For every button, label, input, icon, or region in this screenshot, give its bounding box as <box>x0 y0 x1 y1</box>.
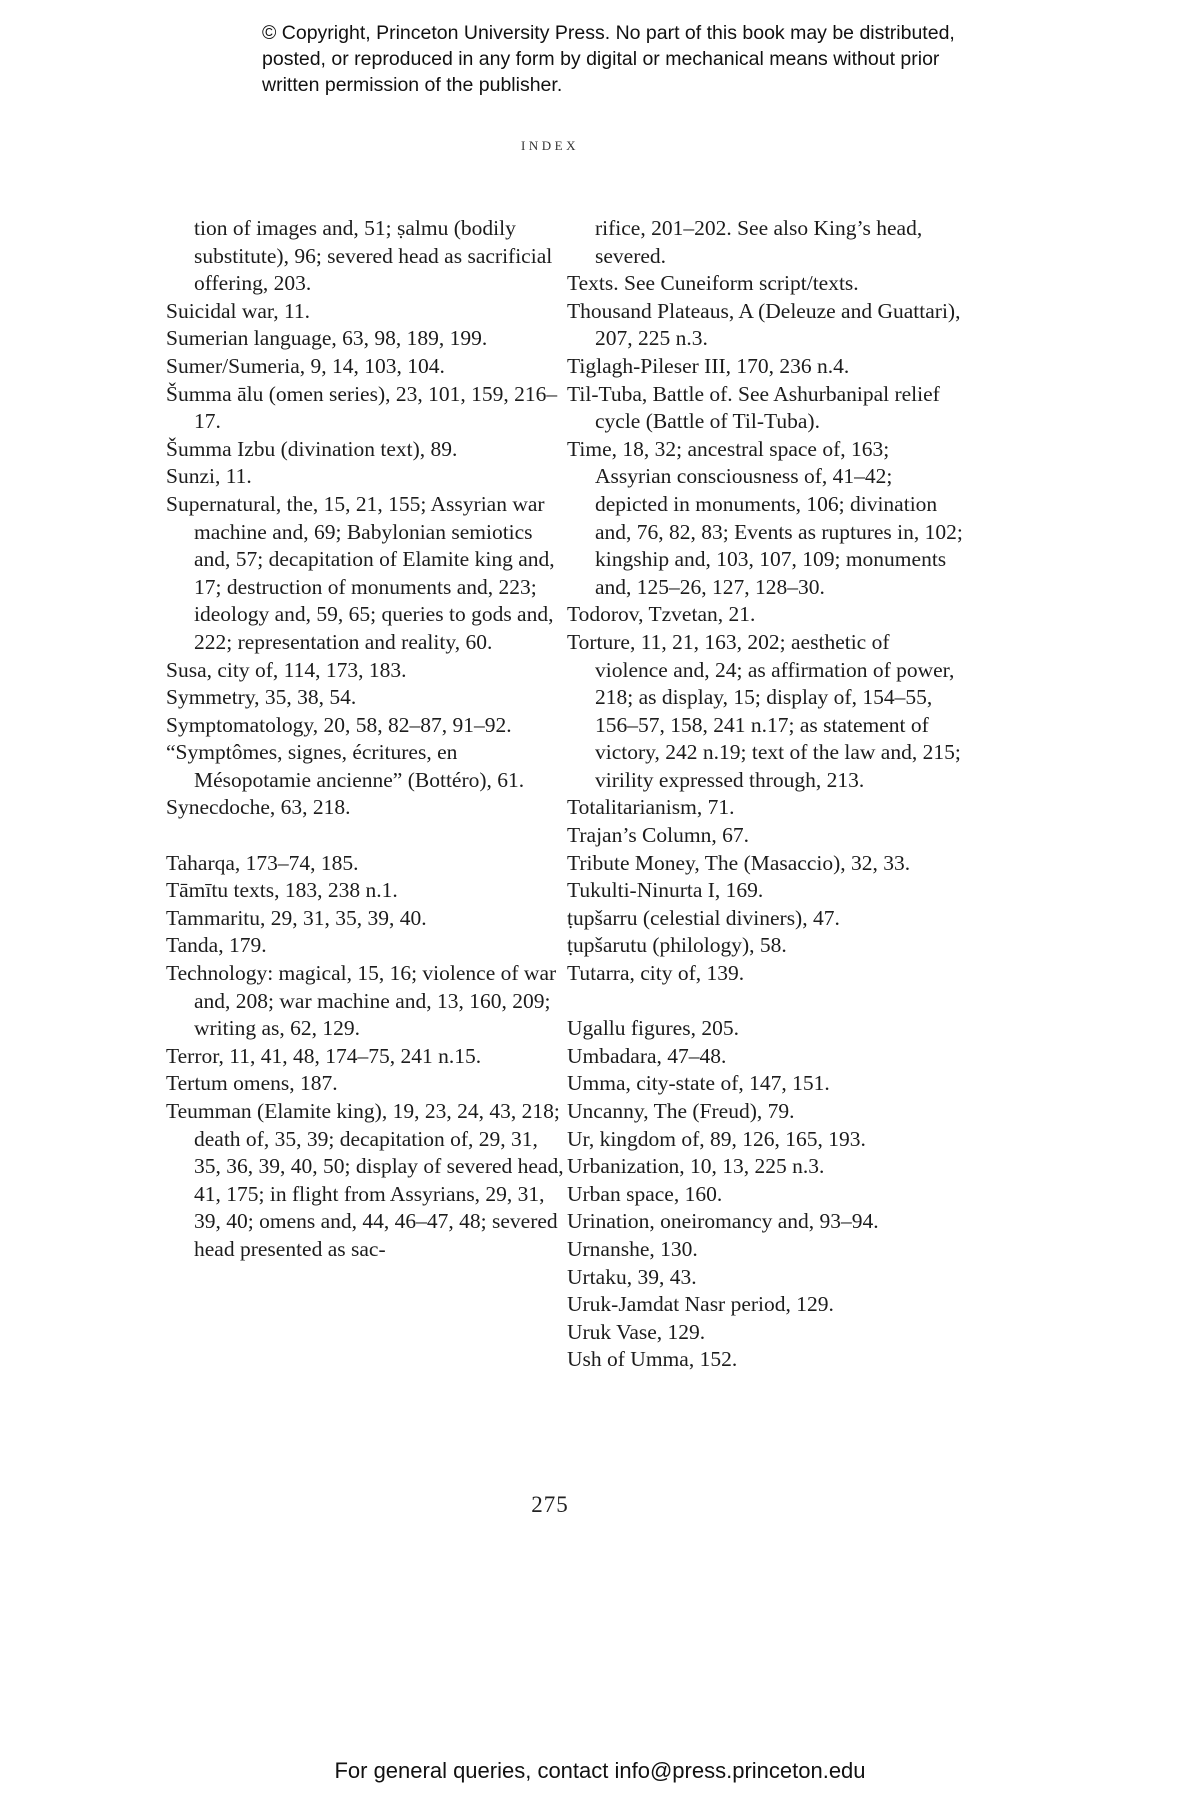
index-entry: ṭupšarru (celestial diviners), 47. <box>567 905 840 930</box>
index-entry: Ur, kingdom of, 89, 126, 165, 193. <box>567 1126 866 1151</box>
index-entry: Thousand Plateaus, A (Deleuze and Guattari), 207, 225 n.3. <box>567 298 961 351</box>
index-entry: Texts. See Cuneiform script/texts. <box>567 271 859 296</box>
index-entry: Tiglagh-Pileser III, 170, 236 n.4. <box>567 353 850 378</box>
index-entry: Symptomatology, 20, 58, 82–87, 91–92. <box>166 712 512 737</box>
index-entry: Trajan’s Column, 67. <box>567 823 749 848</box>
index-entry: Tutarra, city of, 139. <box>567 961 745 986</box>
index-entry: Symmetry, 35, 38, 54. <box>166 685 357 710</box>
index-entry: Time, 18, 32; ancestral space of, 163; Assyrian consciousness of, 41–42; depicted in monuments, 106; divination and, 76, 82, 83; Events as ruptures in, 102; kingship and, 103, 107, 109; monuments and, 125–26, 127, 128–30. <box>567 436 963 599</box>
copyright-notice: © Copyright, Princeton University Press. No part of this book may be distributed, posted, or reproduced in any form by digital or mechanical means without prior written permission of the publisher. <box>262 22 955 96</box>
index-entry: Tertum omens, 187. <box>166 1071 338 1096</box>
index-entry: Umbadara, 47–48. <box>567 1043 727 1068</box>
index-entry: Šumma ālu (omen series), 23, 101, 159, 216–17. <box>166 381 558 434</box>
index-entry: Suicidal war, 11. <box>166 298 311 323</box>
index-entry: Torture, 11, 21, 163, 202; aesthetic of violence and, 24; as affirmation of power, 218; as display, 15; display of, 154–55, 156–57, 158, 241 n.17; as statement of victory, 242 n.19; text of the law and, 215; virility expressed through, 213. <box>567 629 961 792</box>
index-entry: Tammaritu, 29, 31, 35, 39, 40. <box>166 905 427 930</box>
index-entry: Synecdoche, 63, 218. <box>166 795 351 820</box>
index-entry: Urban space, 160. <box>567 1181 723 1206</box>
index-entry: ṭupšarutu (philology), 58. <box>567 933 787 958</box>
index-entry: Taharqa, 173–74, 185. <box>166 850 359 875</box>
index-entry: Tāmītu texts, 183, 238 n.1. <box>166 878 398 903</box>
index-entry: Ugallu figures, 205. <box>567 1016 739 1041</box>
index-entry: Uruk-Jamdat Nasr period, 129. <box>567 1292 834 1317</box>
index-entry: Tribute Money, The (Masaccio), 32, 33. <box>567 850 911 875</box>
index-entry: Totalitarianism, 71. <box>567 795 735 820</box>
index-column-left <box>166 215 566 1264</box>
index-entry: Sumerian language, 63, 98, 189, 199. <box>166 326 488 351</box>
index-entry: Urtaku, 39, 43. <box>567 1264 697 1289</box>
contact-footer: For general queries, contact info@press.princeton.edu <box>334 1758 866 1783</box>
index-entry: Tanda, 179. <box>166 933 267 958</box>
index-entry: Uruk Vase, 129. <box>567 1319 706 1344</box>
index-entry: Technology: magical, 15, 16; violence of war and, 208; war machine and, 13, 160, 209; writing as, 62, 129. <box>166 961 557 1041</box>
index-entry: Umma, city-state of, 147, 151. <box>567 1071 830 1096</box>
index-entry: Urnanshe, 130. <box>567 1236 698 1261</box>
index-entry: Terror, 11, 41, 48, 174–75, 241 n.15. <box>166 1043 482 1068</box>
index-entry: “Symptômes, signes, écritures, en Mésopotamie ancienne” (Bottéro), 61. <box>166 740 525 792</box>
index-entry: Tukulti-Ninurta I, 169. <box>567 878 764 903</box>
index-entry: Uncanny, The (Freud), 79. <box>567 1099 795 1123</box>
index-entry: Urbanization, 10, 13, 225 n.3. <box>567 1154 825 1179</box>
page-number: 275 <box>531 1492 569 1517</box>
index-entry: Til-Tuba, Battle of. See Ashurbanipal relief cycle (Battle of Til-Tuba). <box>567 381 940 434</box>
index-entry: Ush of Umma, 152. <box>567 1347 738 1372</box>
index-entry: Sunzi, 11. <box>166 464 252 489</box>
index-entry: tion of images and, 51; ṣalmu (bodily substitute), 96; severed head as sacrificial offering, 203. <box>194 216 553 296</box>
index-column-right <box>567 215 967 1374</box>
index-entry: Supernatural, the, 15, 21, 155; Assyrian war machine and, 69; Babylonian semiotics and, 57; decapitation of Elamite king and, 17; destruction of monuments and, 223; ideology and, 59, 65; queries to gods and, 222; representation and reality, 60. <box>166 491 555 654</box>
index-entry: Susa, city of, 114, 173, 183. <box>166 657 407 682</box>
index-entry: Todorov, Tzvetan, 21. <box>567 602 756 627</box>
index-entry: Sumer/Sumeria, 9, 14, 103, 104. <box>166 353 445 378</box>
index-entry: Teumman (Elamite king), 19, 23, 24, 43, 218; death of, 35, 39; decapitation of, 29, 31, 35, 36, 39, 40, 50; display of severed head, 41, 175; in flight from Assyrians, 29, 31, 39, 40; omens and, 44, 46–47, 48; severed head presented as sac- <box>166 1099 564 1261</box>
index-entry: rifice, 201–202. See also King’s head, severed. <box>595 216 923 268</box>
index-entry: Šumma Izbu (divination text), 89. <box>166 436 458 461</box>
running-head: INDEX <box>521 138 579 153</box>
index-entry: Urination, oneiromancy and, 93–94. <box>567 1209 879 1234</box>
